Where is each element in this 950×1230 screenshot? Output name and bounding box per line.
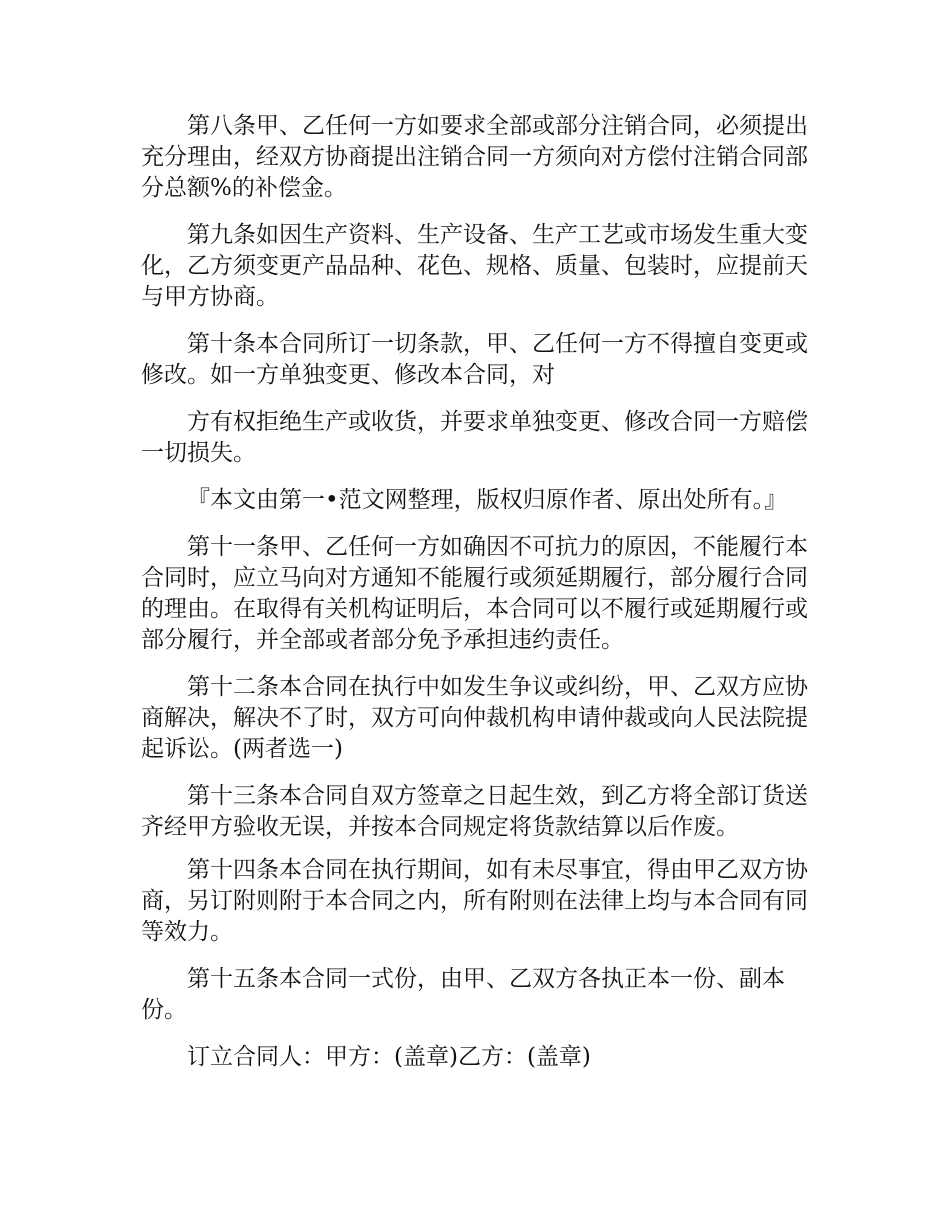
- clause-10-continuation-paragraph: 方有权拒绝生产或收货，并要求单独变更、修改合同一方赔偿一切损失。: [141, 409, 808, 466]
- clause-12-paragraph: 第十二条本合同在执行中如发生争议或纠纷，甲、乙双方应协商解决，解决不了时，双方可向仲裁机构申请仲裁或向人民法院提起诉讼。(两者选一): [141, 674, 808, 762]
- source-notice-paragraph: 『本文由第一•范文网整理，版权归原作者、原出处所有。』: [187, 487, 788, 513]
- signature-line-paragraph: 订立合同人：甲方：(盖章)乙方：(盖章): [187, 1044, 591, 1070]
- clause-9-paragraph: 第九条如因生产资料、生产设备、生产工艺或市场发生重大变化，乙方须变更产品品种、花色、规格、质量、包装时，应提前天与甲方协商。: [141, 222, 808, 310]
- clause-8-paragraph: 第八条甲、乙任何一方如要求全部或部分注销合同，必须提出充分理由，经双方协商提出注销合同一方须向对方偿付注销合同部分总额%的补偿金。: [141, 113, 808, 201]
- clause-15-paragraph: 第十五条本合同一式份，由甲、乙双方各执正本一份、副本份。: [141, 966, 785, 1023]
- clause-14-paragraph: 第十四条本合同在执行期间，如有未尽事宜，得由甲乙双方协商，另订附则附于本合同之内，所有附则在法律上均与本合同有同等效力。: [141, 857, 808, 945]
- clause-13-paragraph: 第十三条本合同自双方签章之日起生效，到乙方将全部订货送齐经甲方验收无误，并按本合同规定将货款结算以后作废。: [141, 783, 808, 840]
- clause-11-paragraph: 第十一条甲、乙任何一方如确因不可抗力的原因，不能履行本合同时，应立马向对方通知不能履行或须延期履行，部分履行合同的理由。在取得有关机构证明后，本合同可以不履行或延期履行或部分履行，并全部或者部分免予承担违约责任。: [141, 534, 808, 653]
- clause-10-paragraph: 第十条本合同所订一切条款，甲、乙任何一方不得擅自变更或修改。如一方单独变更、修改本合同，对: [141, 331, 808, 388]
